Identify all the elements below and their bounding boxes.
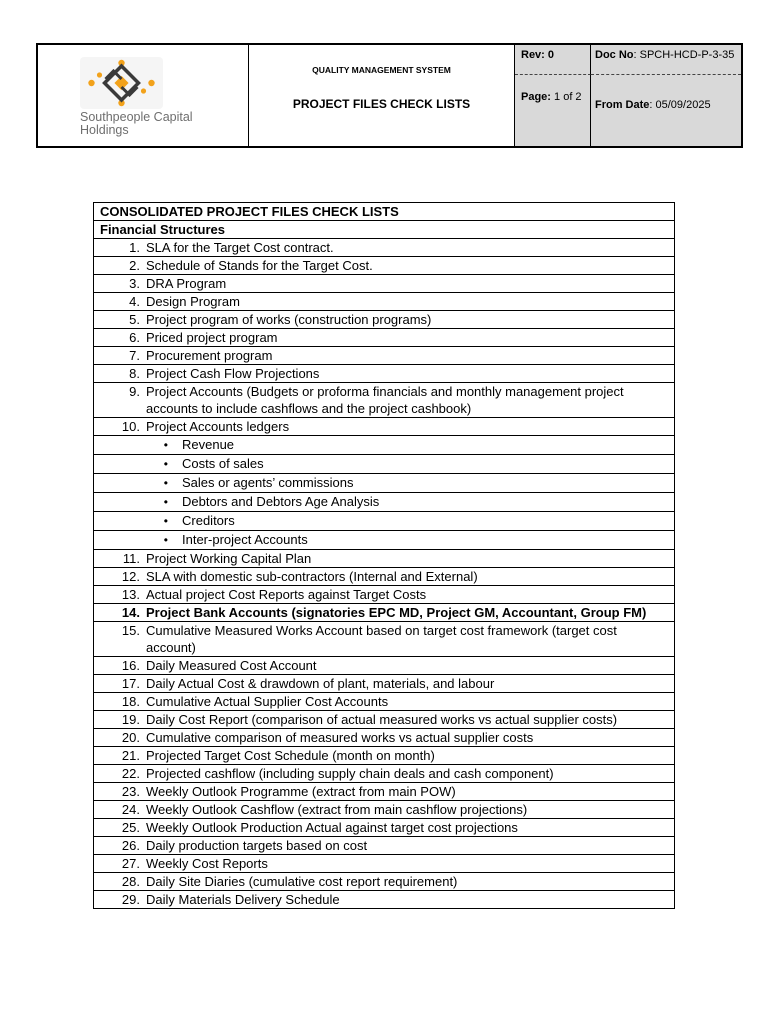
item-number: 7. — [129, 348, 140, 363]
checklist-row — [94, 747, 675, 765]
checklist-row — [94, 891, 675, 909]
checklist-cell — [94, 329, 675, 347]
list-item — [100, 311, 668, 328]
doc-number-value: : SPCH-HCD-P-3-35 — [633, 49, 735, 61]
checklist-cell — [94, 275, 675, 293]
checklist-row — [94, 855, 675, 873]
list-item — [100, 622, 668, 656]
checklist-cell — [94, 747, 675, 765]
item-text: Projected Target Cost Schedule (month on month) — [146, 748, 435, 763]
ledger-bullet-row — [94, 512, 675, 531]
checklist-cell — [94, 837, 675, 855]
company-name-line2: Holdings — [80, 123, 129, 137]
checklist-row — [94, 383, 675, 418]
checklist-row — [94, 783, 675, 801]
checklist-row — [94, 711, 675, 729]
list-item — [100, 239, 668, 256]
item-number: 13. — [121, 587, 140, 602]
item-number: 18. — [121, 694, 140, 709]
list-item — [100, 657, 668, 674]
list-item — [100, 550, 668, 567]
item-text: SLA for the Target Cost contract. — [146, 240, 334, 255]
item-number: 6. — [129, 330, 140, 345]
item-number: 4. — [129, 294, 140, 309]
checklist-cell — [94, 765, 675, 783]
item-number: 16. — [121, 658, 140, 673]
document-title: PROJECT FILES CHECK LISTS — [292, 97, 471, 111]
checklist-row — [94, 801, 675, 819]
list-item — [100, 729, 668, 746]
checklist-row — [94, 365, 675, 383]
list-item — [100, 293, 668, 310]
list-item — [100, 837, 668, 854]
checklist-row — [94, 329, 675, 347]
list-item — [100, 257, 668, 274]
item-text: Schedule of Stands for the Target Cost. — [146, 258, 373, 273]
checklist-cell — [94, 819, 675, 837]
section-row — [94, 221, 675, 239]
ledger-bullet-row — [94, 455, 675, 474]
ledger-bullet-row — [94, 531, 675, 550]
bullet-icon: • — [163, 514, 168, 528]
checklist-row — [94, 257, 675, 275]
from-date-value: : 05/09/2025 — [649, 99, 711, 111]
checklist-row — [94, 275, 675, 293]
document-meta — [515, 45, 741, 146]
ledger-item-text: Inter-project Accounts — [182, 532, 308, 547]
item-text: Daily Materials Delivery Schedule — [146, 892, 340, 907]
doc-number-label: Doc No — [595, 49, 634, 61]
checklist-cell — [94, 311, 675, 329]
item-text: Daily Measured Cost Account — [146, 658, 317, 673]
item-number: 20. — [121, 730, 140, 745]
checklist-cell — [94, 729, 675, 747]
item-text: Project Working Capital Plan — [146, 551, 312, 566]
list-item — [100, 275, 668, 292]
item-text: Weekly Outlook Cashflow (extract from main cashflow projections) — [146, 802, 528, 817]
item-text: Projected cashflow (including supply chain deals and cash component) — [146, 766, 554, 781]
ledger-item-text: Sales or agents’ commissions — [182, 475, 354, 490]
item-text: Procurement program — [146, 348, 273, 363]
checklist-row — [94, 418, 675, 436]
checklist-row — [94, 675, 675, 693]
item-number: 23. — [121, 784, 140, 799]
list-item — [100, 347, 668, 364]
title-cell — [249, 45, 515, 146]
system-title: QUALITY MANAGEMENT SYSTEM — [312, 65, 451, 75]
list-item — [100, 801, 668, 818]
doc-number-cell — [591, 45, 741, 75]
item-text: Daily Site Diaries (cumulative cost report requirement) — [146, 874, 458, 889]
checklist-row — [94, 586, 675, 604]
checklist-row — [94, 729, 675, 747]
from-date-cell — [591, 75, 741, 146]
page-label: Page: — [521, 91, 551, 103]
checklist-cell — [94, 568, 675, 586]
list-item — [100, 383, 668, 417]
checklist-cell — [94, 383, 675, 418]
checklist-row — [94, 622, 675, 657]
ledger-bullet-cell — [94, 493, 675, 512]
ledger-bullet-row — [94, 474, 675, 493]
ledger-bullet-cell — [94, 455, 675, 474]
page-cell — [515, 75, 591, 146]
item-text: Project program of works (construction programs) — [146, 312, 432, 327]
checklist-cell — [94, 418, 675, 436]
item-number: 9. — [129, 384, 140, 399]
checklist-row — [94, 765, 675, 783]
checklist-cell — [94, 257, 675, 275]
checklist-cell — [94, 783, 675, 801]
item-text: SLA with domestic sub-contractors (Internal and External) — [146, 569, 478, 584]
ledger-bullet-row — [94, 436, 675, 455]
item-number: 17. — [121, 676, 140, 691]
from-date-label: From Date — [595, 99, 650, 111]
item-text: Weekly Outlook Programme (extract from main POW) — [146, 784, 456, 799]
checklist-cell — [94, 855, 675, 873]
checklist-row — [94, 693, 675, 711]
item-number: 1. — [129, 240, 140, 255]
item-text: Project Accounts (Budgets or proforma financials and monthly management project accounts to include cashflows and the project cashbook) — [146, 384, 624, 416]
checklist-row — [94, 550, 675, 568]
list-item — [100, 783, 668, 800]
ledger-item-text: Costs of sales — [182, 456, 264, 471]
bullet-icon: • — [163, 533, 168, 547]
table-title: CONSOLIDATED PROJECT FILES CHECK LISTS — [94, 203, 675, 221]
item-number: 2. — [129, 258, 140, 273]
page-value: 1 of 2 — [550, 91, 582, 103]
company-logo-mark-icon — [80, 57, 163, 109]
bullet-icon: • — [163, 438, 168, 452]
item-text: Design Program — [146, 294, 240, 309]
section-title: Financial Structures — [94, 221, 675, 239]
item-text: DRA Program — [146, 276, 227, 291]
logo-cell — [38, 45, 249, 146]
company-name-line1: Southpeople Capital — [80, 110, 193, 124]
list-item — [100, 855, 668, 872]
checklist-cell — [94, 693, 675, 711]
checklist-cell — [94, 365, 675, 383]
checklist-cell — [94, 550, 675, 568]
item-number: 22. — [121, 766, 140, 781]
bullet-icon: • — [163, 457, 168, 471]
list-item — [100, 675, 668, 692]
item-text: Weekly Cost Reports — [146, 856, 268, 871]
list-item — [100, 819, 668, 836]
list-item — [100, 891, 668, 908]
checklist-cell — [94, 873, 675, 891]
checklist-row — [94, 239, 675, 257]
item-number: 5. — [129, 312, 140, 327]
checklist-row — [94, 293, 675, 311]
checklist-cell — [94, 604, 675, 622]
checklist-row — [94, 657, 675, 675]
list-item — [100, 747, 668, 764]
company-logo — [80, 57, 163, 109]
table-title-row — [94, 203, 675, 221]
checklist-row — [94, 604, 675, 622]
ledger-bullet-cell — [94, 512, 675, 531]
item-number: 14. — [121, 605, 140, 620]
list-item — [100, 693, 668, 710]
item-number: 26. — [121, 838, 140, 853]
item-text: Daily Actual Cost & drawdown of plant, materials, and labour — [146, 676, 495, 691]
checklist-cell — [94, 239, 675, 257]
ledger-bullet-cell — [94, 436, 675, 455]
checklist-row — [94, 568, 675, 586]
item-number: 29. — [121, 892, 140, 907]
item-text: Project Cash Flow Projections — [146, 366, 320, 381]
list-item — [100, 873, 668, 890]
item-number: 3. — [129, 276, 140, 291]
ledger-bullet-cell — [94, 531, 675, 550]
item-number: 24. — [121, 802, 140, 817]
checklist-cell — [94, 347, 675, 365]
item-number: 8. — [129, 366, 140, 381]
company-name — [80, 111, 193, 137]
checklist-cell — [94, 622, 675, 657]
checklist-row — [94, 873, 675, 891]
list-item — [100, 418, 668, 435]
ledger-item-text: Debtors and Debtors Age Analysis — [182, 494, 380, 509]
item-text: Cumulative comparison of measured works vs actual supplier costs — [146, 730, 534, 745]
item-number: 15. — [121, 623, 140, 638]
item-number: 25. — [121, 820, 140, 835]
checklist-cell — [94, 711, 675, 729]
item-text: Project Accounts ledgers — [146, 419, 290, 434]
item-number: 27. — [121, 856, 140, 871]
item-number: 19. — [121, 712, 140, 727]
item-number: 11. — [122, 551, 140, 566]
item-text: Project Bank Accounts (signatories EPC MD, Project GM, Accountant, Group FM) — [146, 605, 647, 620]
document-header — [36, 43, 743, 148]
ledger-bullet-cell — [94, 474, 675, 493]
list-item — [100, 604, 668, 621]
checklist-cell — [94, 891, 675, 909]
bullet-icon: • — [163, 476, 168, 490]
bullet-icon: • — [163, 495, 168, 509]
checklist-table — [93, 202, 675, 909]
item-text: Daily production targets based on cost — [146, 838, 368, 853]
item-text: Weekly Outlook Production Actual against target cost projections — [146, 820, 518, 835]
checklist-cell — [94, 801, 675, 819]
item-text: Daily Cost Report (comparison of actual measured works vs actual supplier costs) — [146, 712, 618, 727]
item-number: 21. — [121, 748, 140, 763]
checklist-row — [94, 311, 675, 329]
ledger-item-text: Revenue — [182, 437, 235, 452]
item-number: 28. — [121, 874, 140, 889]
list-item — [100, 329, 668, 346]
item-text: Cumulative Measured Works Account based on target cost framework (target cost account) — [146, 623, 617, 655]
checklist-row — [94, 347, 675, 365]
list-item — [100, 711, 668, 728]
item-text: Cumulative Actual Supplier Cost Accounts — [146, 694, 389, 709]
revision-cell — [515, 45, 591, 75]
item-number: 10. — [121, 419, 140, 434]
checklist-cell — [94, 586, 675, 604]
checklist-cell — [94, 675, 675, 693]
revision-label: Rev: 0 — [521, 49, 555, 61]
checklist-cell — [94, 657, 675, 675]
list-item — [100, 365, 668, 382]
ledger-bullet-row — [94, 493, 675, 512]
list-item — [100, 586, 668, 603]
checklist-row — [94, 837, 675, 855]
item-number: 12. — [121, 569, 140, 584]
list-item — [100, 568, 668, 585]
ledger-item-text: Creditors — [182, 513, 235, 528]
checklist-row — [94, 819, 675, 837]
item-text: Priced project program — [146, 330, 278, 345]
checklist-body — [94, 203, 675, 909]
item-text: Actual project Cost Reports against Target Costs — [146, 587, 427, 602]
checklist-cell — [94, 293, 675, 311]
list-item — [100, 765, 668, 782]
